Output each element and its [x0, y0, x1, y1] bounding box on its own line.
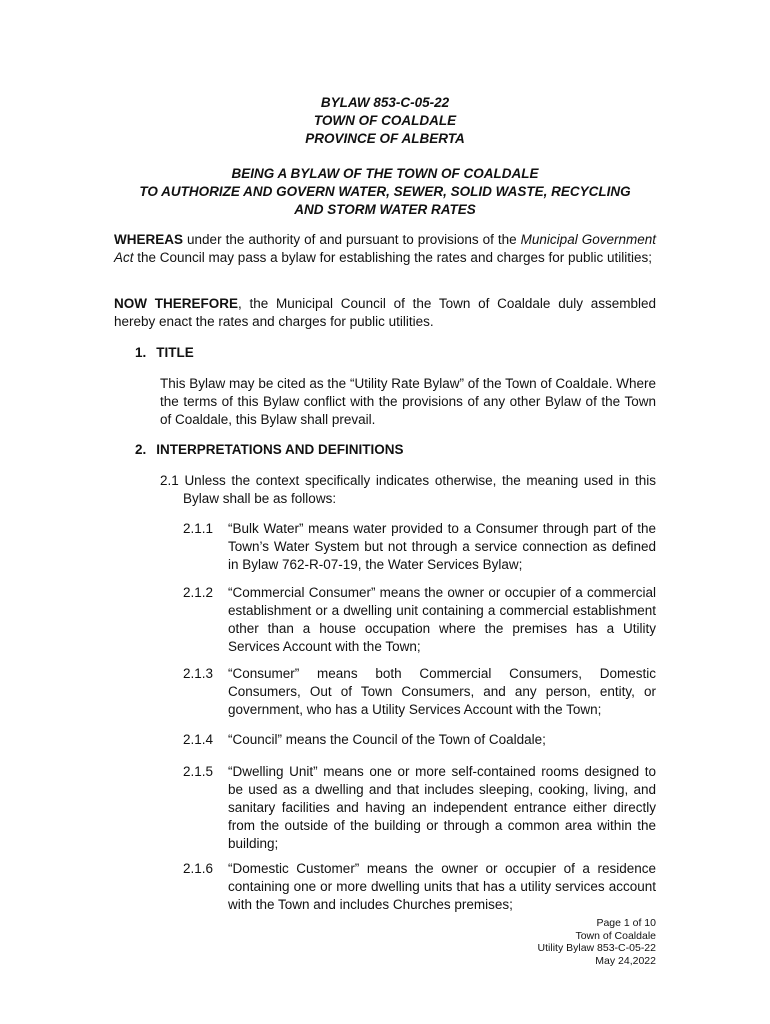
- now-therefore-lead: NOW THEREFORE: [114, 296, 238, 311]
- definition-text: “Dwelling Unit” means one or more self-contained rooms designed to be used as a dwelling and that includes sleeping, cooking, living, and sanitary facilities and having an independent entrance either directly from the outside of the building or through a common area within the building;: [228, 764, 656, 851]
- now-therefore-text: , the Municipal Council of the Town of Coaldale duly assembled hereby enact the rates and charges for public utilities.: [114, 296, 656, 329]
- definition-dwelling-unit: [183, 763, 656, 853]
- bylaw-header: [0, 94, 770, 148]
- subsection-text: Unless the context specifically indicates otherwise, the meaning used in this Bylaw shall be as follows:: [183, 473, 656, 506]
- section-1-title: [135, 344, 194, 362]
- footer-date: May 24,2022: [595, 954, 656, 967]
- whereas-text-2: the Council may pass a bylaw for establishing the rates and charges for public utilities;: [133, 250, 653, 265]
- definition-number: 2.1.1: [183, 521, 214, 536]
- definition-council: [183, 731, 656, 749]
- definition-number: 2.1.6: [183, 861, 214, 876]
- town-name: TOWN OF COALDALE: [313, 113, 457, 128]
- bylaw-number: BYLAW 853-C-05-22: [320, 95, 450, 110]
- definition-consumer: [183, 665, 656, 719]
- now-therefore-clause: [114, 295, 656, 331]
- definition-text: “Council” means the Council of the Town of Coaldale;: [228, 732, 546, 747]
- bylaw-purpose: [0, 165, 770, 219]
- section-2-title: [135, 441, 404, 459]
- page-footer: [538, 917, 656, 967]
- definition-domestic-customer: [183, 860, 656, 914]
- subsection-number: 2.1: [160, 473, 179, 488]
- purpose-line-1: BEING A BYLAW OF THE TOWN OF COALDALE: [231, 166, 539, 181]
- definition-text: “Commercial Consumer” means the owner or occupier of a commercial establishment or a dwelling unit containing a commercial establishment other than a house occupation where the premises has a Utility Services Account with the Town;: [228, 585, 656, 654]
- definition-number: 2.1.5: [183, 764, 214, 779]
- section-heading: TITLE: [156, 345, 194, 360]
- province-name: PROVINCE OF ALBERTA: [305, 131, 465, 146]
- definition-bulk-water: [183, 520, 656, 574]
- section-number: 2.: [135, 442, 147, 457]
- section-number: 1.: [135, 345, 147, 360]
- act-name: Municipal Government Act: [114, 232, 656, 265]
- definition-number: 2.1.4: [183, 732, 214, 747]
- definition-text: “Bulk Water” means water provided to a Consumer through part of the Town’s Water System but not through a service connection as defined in Bylaw 762-R-07-19, the Water Services Bylaw;: [228, 521, 656, 572]
- definition-number: 2.1.3: [183, 666, 214, 681]
- footer-town: Town of Coaldale: [575, 929, 656, 942]
- subsection-2-1: [160, 472, 656, 508]
- definition-text: “Domestic Customer” means the owner or occupier of a residence containing one or more dwelling units that has a utility services account with the Town and includes Churches premises;: [228, 861, 656, 912]
- whereas-clause: [114, 231, 656, 267]
- section-1-body: This Bylaw may be cited as the “Utility Rate Bylaw” of the Town of Coaldale. Where the terms of this Bylaw conflict with the provisions of any other Bylaw of the Town of Coaldale, this Bylaw shall prevail.: [160, 376, 656, 427]
- page-number: Page 1 of 10: [596, 917, 656, 929]
- definition-commercial-consumer: [183, 584, 656, 656]
- section-heading: INTERPRETATIONS AND DEFINITIONS: [156, 442, 404, 457]
- whereas-text-1: under the authority of and pursuant to provisions of the: [183, 232, 521, 247]
- purpose-line-3: AND STORM WATER RATES: [294, 202, 476, 217]
- definition-number: 2.1.2: [183, 585, 214, 600]
- purpose-line-2: TO AUTHORIZE AND GOVERN WATER, SEWER, SOLID WASTE, RECYCLING: [139, 184, 631, 199]
- definition-text: “Consumer” means both Commercial Consumers, Domestic Consumers, Out of Town Consumers, and any person, entity, or government, who has a Utility Services Account with the Town;: [228, 666, 656, 717]
- whereas-lead: WHEREAS: [114, 232, 184, 247]
- footer-bylaw: Utility Bylaw 853-C-05-22: [537, 942, 656, 954]
